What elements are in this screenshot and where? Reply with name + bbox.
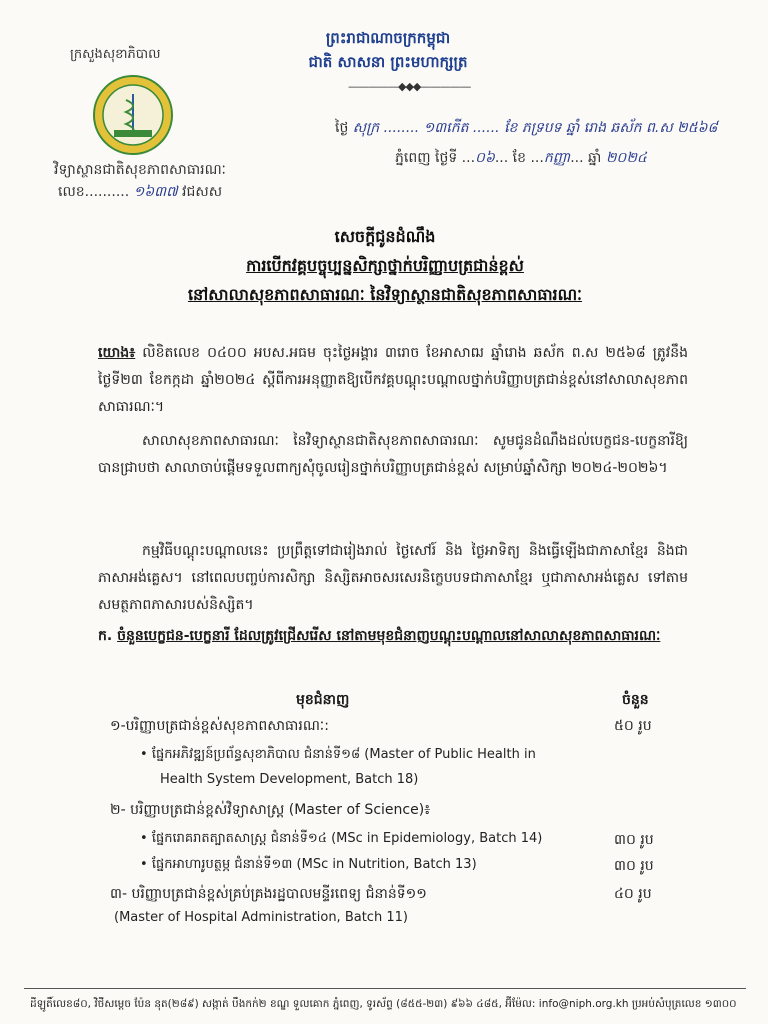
program-row-3-count: ៤០ រូប [614,886,652,902]
title-line-3: នៅសាលាសុខភាពសាធារណៈ នៃវិទ្យាស្ថានជាតិសុខភាពសាធារណៈ [187,285,583,304]
reference-number: លេខ.......... ១៦៣៧ វជសស [58,184,223,200]
year-value: ២០២៤ [605,150,647,166]
program-row-2a: • ផ្នែករោគរាតត្បាតសាស្ត្រ ជំនាន់ទី១៤ (MSc in Epidemiology, Batch 14) [140,831,543,846]
paragraph-2: កម្មវិធីបណ្តុះបណ្តាលនេះ ប្រព្រឹត្តទៅជារៀងរាល់ ថ្ងៃសៅរ៍ និង ថ្ងៃអាទិត្យ និងធ្វើឡើងជាភាសាខ្មែរ និងជាភាសាអង់គ្លេស។ នៅពេលបញ្ចប់ការសិក្សា និស្សិតអាចសរសេរនិក្ខេបបទជាភាសាខ្មែរ ឬជាភាសាអង់គ្លេស ទៅតាមសមត្ថភាពភាសារបស់និស្សិត។ [98,543,688,613]
program-row-3: ៣- បរិញ្ញាបត្រជាន់ខ្ពស់គ្រប់គ្រងរដ្ឋបាលមន្ទីរពេទ្យ ជំនាន់ទី១១ [110,886,427,902]
ref-number-value: ១៦៣៧ [133,184,178,200]
column-header-count: ចំនួន [622,692,649,708]
bullet-icon: • [140,747,148,762]
program-row-2: ២- បរិញ្ញាបត្រជាន់ខ្ពស់វិទ្យាសាស្ត្រ (Master of Science)៖ [110,802,431,818]
program-row-1-count: ៥០ រូប [614,718,652,734]
document-titles [70,222,700,309]
month-value: កញ្ញា [543,150,571,166]
title-line-2: ការបើកវគ្គបច្ចុប្បន្នសិក្សាថ្នាក់បរិញ្ញាបត្រជាន់ខ្ពស់ [246,256,524,275]
day-value: ០៦ [475,150,495,166]
lunar-date-handwritten: សុក្រ ........ ១៣កើត ...... ខែ ភទ្របទ ឆ្នាំ ​រោង ឆស័ក ព.ស ២៥៦៨ [352,120,718,136]
reference-text: លិខិតលេខ ០៤០០ អបស.អធម ចុះថ្ងៃអង្គារ ៣រោច ខែអាសាឍ ឆ្នាំរោង ឆស័ក ព.ស ២៥៦៨ ត្រូវនឹងថ្ងៃទី២៣ ខែកក្កដា ឆ្នាំ២០២៤ ស្តីពីការអនុញ្ញាតឱ្យបើកវគ្គបណ្តុះបណ្តាលថ្នាក់បរិញ្ញាបត្រជាន់ខ្ពស់នៅសាលាសុខភាពសាធារណៈ។ [98,345,689,415]
bullet-icon: • [140,857,148,872]
program-row-1a-cont: Health System Development, Batch 18) [160,772,419,787]
program-row-1a: • ផ្នែកអភិវឌ្ឍន៍ប្រព័ន្ធសុខាភិបាល ជំនាន់ទី១៨ (Master of Public Health in [140,747,536,762]
niph-logo-icon [92,74,174,156]
column-header-specialty: មុខជំនាញ [296,692,350,708]
kingdom-heading [278,26,498,74]
paragraph-1: សាលាសុខភាពសាធារណៈ នៃវិទ្យាស្ថានជាតិសុខភាពសាធារណៈ សូមជូនដំណឹងដល់បេក្ខជន-បេក្ខនារីឱ្យបានជ្រាបថា សាលាចាប់ផ្តើមទទួលពាក្យសុំចូលរៀនថ្នាក់បរិញ្ញាបត្រជាន់ខ្ពស់ សម្រាប់ឆ្នាំសិក្សា ២០២៤-២០២៦។ [98,433,688,476]
title-line-1: សេចក្តីជូនដំណឹង [334,227,436,246]
program-row-2b: • ផ្នែកអាហារូបត្ថម្ភ ជំនាន់ទី១៣ (MSc in Nutrition, Batch 13) [140,857,477,872]
bullet-icon: • [140,831,148,846]
program-row-3-cont: (Master of Hospital Administration, Batch 11) [114,910,408,925]
footer-address: ដីឡូតិ៍លេខ៨០, វិថីសម្តេច ប៉ែន នុត(២៨៩) សង្កាត់ បឹងកក់២ ខណ្ឌ ទួលគោក ភ្នំពេញ, ទូរស័ព្ទ (៨៥៥-២៣) ៩៦៦ ៤៨៥, អ៊ីម៉ែល: info@niph.org.kh ប្រអប់សំបុត្រលេខ ១៣០០ [30,998,737,1010]
lunar-date: ថ្ងៃ សុក្រ ........ ១៣កើត ...... ខែ ភទ្របទ ឆ្នាំ ​រោង ឆស័ក ព.ស ២៥៦៨ [335,120,718,136]
reference-paragraph [98,340,688,421]
section-letter: ក. [98,628,113,644]
national-motto: ជាតិ សាសនា ព្រះមហាក្សត្រ [308,53,468,71]
program-row-2a-count: ៣០ រូប [614,832,654,848]
ministry-name: ក្រសួងសុខាភិបាល [70,47,161,62]
place-date: ភ្នំពេញ ថ្ងៃទី ...០៦... ខែ ...កញ្ញា... ឆ្នាំ ២០២៤ [395,150,647,166]
section-a-title [98,624,698,648]
section-title-text: ចំនួនបេក្ខជន-បេក្ខនារី ដែលត្រូវជ្រើសរើស នៅតាមមុខជំនាញបណ្តុះបណ្តាលនៅសាលាសុខភាពសាធារណៈ [117,628,661,644]
heading-ornament: —————◆◆◆————— [348,80,471,93]
program-row-2b-count: ៣០ រូប [614,858,654,874]
footer-divider [24,988,746,989]
reference-label: យោង៖ [98,345,136,361]
institute-name: វិទ្យាស្ថានជាតិសុខភាពសាធារណៈ [54,162,226,178]
program-row-1: ១-បរិញ្ញាបត្រជាន់ខ្ពស់សុខភាពសាធារណៈ: [110,718,329,734]
kingdom-name: ព្រះរាជាណាចក្រកម្ពុជា [325,29,451,47]
